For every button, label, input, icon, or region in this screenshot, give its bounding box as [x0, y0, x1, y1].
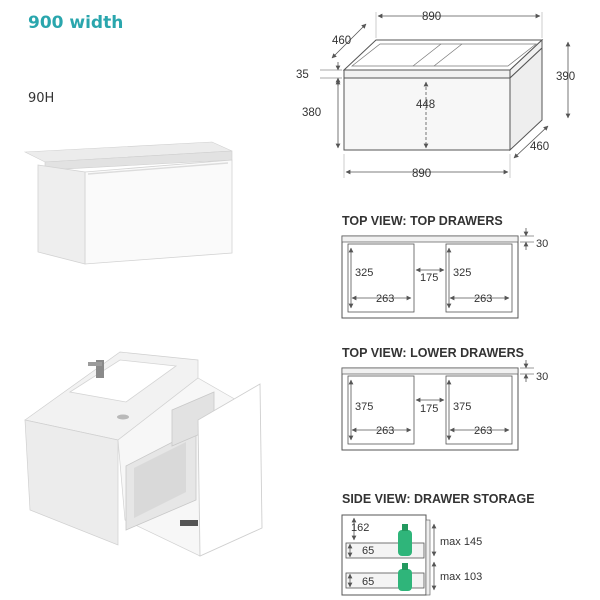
lower-drawers-left-depth: 375 [355, 401, 374, 413]
side-top-gap: 162 [351, 522, 370, 534]
dim-total-height: 390 [556, 71, 576, 83]
dim-bottom-width: 890 [412, 168, 432, 180]
side-drawer1-height: 65 [362, 545, 375, 557]
page-title: 900 width [28, 13, 124, 33]
top-drawers-right-width: 263 [474, 293, 493, 305]
top-drawers-right-depth: 325 [453, 267, 472, 279]
lower-drawers-edge: 30 [536, 371, 549, 383]
dim-drawer-height: 380 [302, 107, 322, 119]
page-subtitle: 90H [28, 91, 55, 106]
open-vanity-render [25, 352, 262, 556]
top-drawers-title: TOP VIEW: TOP DRAWERS [342, 214, 503, 228]
side-drawer1-max: max 145 [440, 536, 483, 548]
side-drawer2-max: max 103 [440, 571, 483, 583]
lower-drawers-title: TOP VIEW: LOWER DRAWERS [342, 346, 524, 360]
dim-top-width: 890 [422, 11, 442, 23]
front-dimension-drawing [296, 11, 575, 180]
lower-drawers-right-width: 263 [474, 425, 493, 437]
dim-bottom-depth: 460 [530, 141, 550, 153]
top-drawers-left-depth: 325 [355, 267, 374, 279]
dim-top-depth: 460 [332, 35, 352, 47]
top-drawers-left-width: 263 [376, 293, 395, 305]
closed-vanity-render [25, 142, 232, 264]
drain-icon [117, 415, 129, 420]
side-drawer2-height: 65 [362, 576, 375, 588]
top-view-lower-drawers [342, 346, 548, 450]
side-view-drawer-storage [342, 492, 535, 595]
top-drawers-edge: 30 [536, 238, 549, 250]
lower-drawers-right-depth: 375 [453, 401, 472, 413]
side-view-title: SIDE VIEW: DRAWER STORAGE [342, 492, 535, 506]
top-drawers-gap: 175 [420, 272, 439, 284]
dim-top-thickness: 35 [296, 69, 309, 81]
lower-drawers-gap: 175 [420, 403, 439, 415]
top-view-top-drawers [342, 214, 548, 318]
dim-inner-width: 448 [416, 99, 436, 111]
lower-drawers-left-width: 263 [376, 425, 395, 437]
